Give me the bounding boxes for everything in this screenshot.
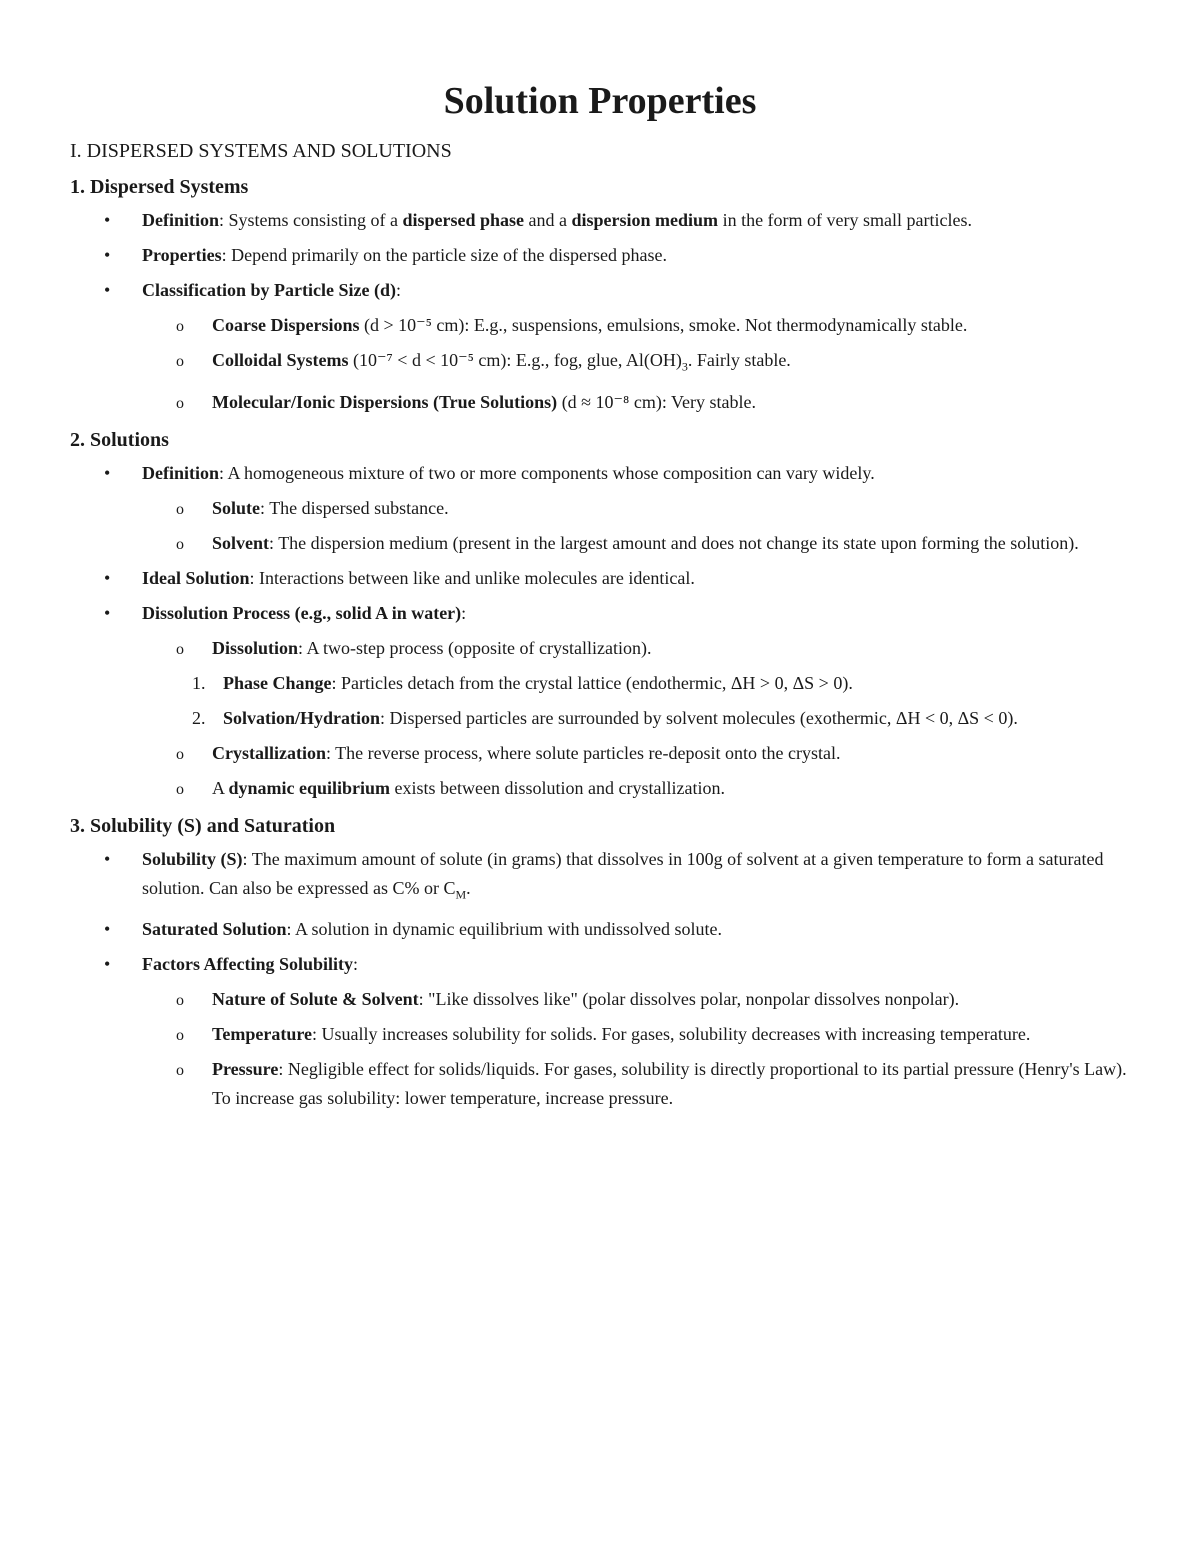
step-number: 2. (192, 707, 206, 728)
list-item-definition: • Definition: Systems consisting of a dispersed phase and a dispersion medium in the form of very small particles. (70, 206, 1130, 235)
bullet-circle-icon: o (176, 318, 184, 335)
list-item-ideal-solution: • Ideal Solution: Interactions between like and unlike molecules are identical. (70, 564, 1130, 593)
bullet-circle-icon: o (176, 353, 184, 370)
bullet-circle-icon: o (176, 992, 184, 1010)
bullet-disc-icon: • (104, 567, 111, 588)
list-item-colloidal: o Colloidal Systems (10⁻⁷ < d < 10⁻⁵ cm): E.g., fog, glue, $Al(OH)_3$. Fairly stable. (70, 346, 1130, 382)
list-item-step-solvation: 2. Solvation/Hydration: Dispersed particles are surrounded by solvent molecules (exothermic, ΔH < 0, ΔS < 0). (70, 704, 1130, 733)
list-item-nature: o Nature of Solute & Solvent: "Like dissolves like" (polar dissolves polar, nonpolar dissolves nonpolar). (70, 985, 1130, 1014)
part-heading: I. DISPERSED SYSTEMS AND SOLUTIONS (70, 140, 452, 162)
bullet-disc-icon: • (104, 602, 111, 623)
list-item-saturated-solution: • Saturated Solution: A solution in dynamic equilibrium with undissolved solute. (70, 915, 1130, 944)
step-number: 1. (192, 672, 206, 693)
bullet-circle-icon: o (176, 745, 184, 763)
section-3-heading: 3. Solubility (S) and Saturation (70, 814, 336, 837)
bullet-circle-icon: o (176, 535, 184, 553)
bullet-circle-icon: o (176, 1027, 184, 1045)
list-item-solvent: o Solvent: The dispersion medium (present in the largest amount and does not change its state upon forming the solution). (70, 529, 1130, 558)
list-item-classification: • Classification by Particle Size (d): (70, 276, 1130, 305)
page-title: Solution Properties (443, 80, 757, 122)
list-item-crystallization: o Crystallization: The reverse process, where solute particles re-deposit onto the crystal. (70, 739, 1130, 768)
bullet-disc-icon: • (104, 919, 111, 940)
list-item-molecular: o Molecular/Ionic Dispersions (True Solutions) (d ≈ 10⁻⁸ cm): Very stable. (70, 388, 1130, 417)
list-item-dissolution: o Dissolution: A two-step process (opposite of crystallization). (70, 634, 1130, 663)
bullet-disc-icon: • (104, 210, 111, 230)
section-1-list (70, 206, 1130, 417)
bullet-disc-icon: • (104, 462, 111, 483)
bullet-disc-icon: • (104, 848, 111, 869)
list-item-properties: • Properties: Depend primarily on the particle size of the dispersed phase. (70, 241, 1130, 270)
bullet-disc-icon: • (104, 245, 111, 265)
list-item-temperature: o Temperature: Usually increases solubility for solids. For gases, solubility decreases with increasing temperature. (70, 1020, 1130, 1049)
section-2-list (70, 459, 1130, 803)
section-3-list (70, 845, 1130, 1114)
list-item-coarse: o Coarse Dispersions (d > 10⁻⁵ cm): E.g., suspensions, emulsions, smoke. Not thermodynamically stable. (70, 311, 1130, 340)
section-2-heading: 2. Solutions (70, 428, 169, 451)
list-item-solubility: • Solubility (S): The maximum amount of solute (in grams) that dissolves in 100g of solvent at a given temperature to form a saturated solution. Can also be expressed as C% or $C_M$. (70, 845, 1130, 910)
bullet-disc-icon: • (104, 280, 111, 300)
list-item-dissolution-process: • Dissolution Process (e.g., solid A in water): (70, 599, 1130, 628)
list-item-pressure: o Pressure: Negligible effect for solids/liquids. For gases, solubility is directly proportional to its partial pressure (Henry's Law). To increase gas solubility: lower temperature, increase pressure. (70, 1055, 1130, 1113)
bullet-circle-icon: o (176, 500, 184, 518)
bullet-circle-icon: o (176, 394, 184, 412)
bullet-circle-icon: o (176, 780, 184, 798)
list-item-step-phase-change: 1. Phase Change: Particles detach from the crystal lattice (endothermic, ΔH > 0, ΔS > 0). (70, 669, 1130, 698)
bullet-disc-icon: • (104, 954, 111, 975)
bullet-circle-icon: o (176, 1062, 184, 1080)
bullet-circle-icon: o (176, 640, 184, 658)
section-1-heading: 1. Dispersed Systems (70, 176, 249, 198)
list-item-factors: • Factors Affecting Solubility: (70, 950, 1130, 979)
list-item-dynamic-equilibrium: o A dynamic equilibrium exists between dissolution and crystallization. (70, 774, 1130, 803)
list-item-definition: • Definition: A homogeneous mixture of two or more components whose composition can vary widely. (70, 459, 1130, 488)
list-item-solute: o Solute: The dispersed substance. (70, 494, 1130, 523)
